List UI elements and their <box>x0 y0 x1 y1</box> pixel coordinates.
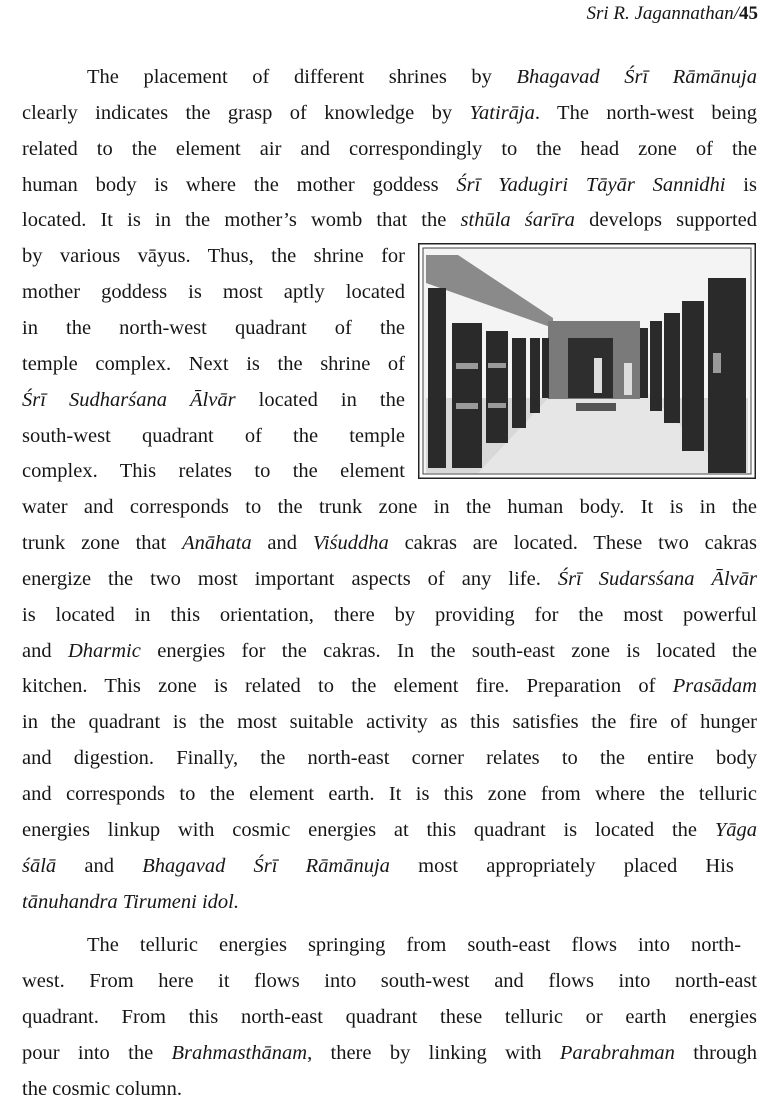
italic-term: Śrī Yadugiri Tāyār Sannidhi <box>456 173 726 196</box>
text-run: located in the <box>235 388 405 411</box>
text-run: in the quadrant is the most suitable activity as this satisfies the fire of hunger <box>22 711 757 734</box>
text-run: energize the two most important aspects of any life. <box>22 567 558 590</box>
italic-term: śālā <box>22 854 57 877</box>
italic-term: tānuhandra Tirumeni idol. <box>22 890 239 913</box>
temple-colonnade-photo <box>418 243 756 479</box>
italic-term: Anāhata <box>182 532 252 555</box>
text-run: human body is where the mother goddess <box>22 173 457 196</box>
text-run: in the north-west quadrant of the <box>22 316 405 339</box>
text-line <box>22 458 405 484</box>
text-line <box>22 638 757 664</box>
text-line <box>22 315 405 341</box>
text-line <box>22 243 405 269</box>
text-run: west. From here it flows into south-west and flows into north-east <box>22 970 757 992</box>
italic-term: Yatirāja <box>469 101 535 124</box>
text-run: water and corresponds to the trunk zone in the human body. It is in the <box>22 496 757 519</box>
text-run: is located in this orientation, there by providing for the most powerful <box>22 603 757 626</box>
text-line <box>22 1040 757 1066</box>
text-line <box>22 494 757 520</box>
italic-term: Brahmasthānam <box>171 1042 308 1064</box>
text-run: most appropriately placed His <box>389 854 734 877</box>
text-run: is <box>725 173 757 196</box>
text-run: the cosmic column. <box>22 1078 182 1100</box>
text-line <box>22 172 757 198</box>
text-run: energies for the cakras. In the south-east zone is located the <box>140 639 757 662</box>
text-run: related to the element air and correspondingly to the head zone of the <box>22 137 757 160</box>
text-line <box>22 968 757 994</box>
text-run: and <box>56 854 143 877</box>
italic-term: Viśuddha <box>312 532 389 555</box>
text-run: develops supported <box>574 209 757 232</box>
page-number: 45 <box>739 3 758 24</box>
italic-term: Parabrahman <box>559 1042 675 1064</box>
text-line <box>22 673 757 699</box>
text-line <box>22 781 757 807</box>
text-line <box>22 207 757 233</box>
italic-term: Dharmic <box>67 639 141 662</box>
text-run: temple complex. Next is the shrine of <box>22 352 405 375</box>
text-line <box>22 817 757 843</box>
text-run: energies linkup with cosmic energies at this quadrant is located the <box>22 818 715 841</box>
italic-term: Bhagavad Śrī Rāmānuja <box>516 66 757 88</box>
text-run: mother goddess is most aptly located <box>22 281 405 304</box>
text-run: and <box>251 532 313 555</box>
text-run: and <box>22 639 68 662</box>
text-run: and digestion. Finally, the north-east corner relates to the entire body <box>22 747 757 770</box>
text-run: located. It is in the mother’s womb that the <box>22 209 461 232</box>
text-line <box>22 100 757 126</box>
text-run: trunk zone that <box>22 532 183 555</box>
text-run: clearly indicates the grasp of knowledge by <box>22 101 470 124</box>
running-head <box>586 3 758 25</box>
text-run: , there by linking with <box>307 1042 560 1064</box>
text-line <box>22 530 757 556</box>
text-line <box>22 853 734 879</box>
text-run: . The north-west being <box>534 101 757 124</box>
text-line <box>22 745 757 771</box>
italic-term: Śrī Sudarsśana Ālvār <box>557 567 757 590</box>
text-line <box>22 423 405 449</box>
text-line <box>22 566 757 592</box>
text-line <box>22 136 757 162</box>
text-line <box>22 351 405 377</box>
italic-term: sthūla śarīra <box>460 209 575 232</box>
author-name: Sri R. Jagannathan/ <box>586 3 739 24</box>
text-line <box>22 889 239 915</box>
text-run: quadrant. From this north-east quadrant these telluric or earth energies <box>22 1006 757 1028</box>
text-run: The telluric energies springing from south-east flows into north- <box>87 934 742 956</box>
italic-term: Bhagavad Śrī Rāmānuja <box>142 854 390 877</box>
text-run: The placement of different shrines by <box>87 66 517 88</box>
text-line <box>22 387 405 413</box>
italic-term: Śrī Sudharśana Ālvār <box>22 388 236 411</box>
text-line <box>22 1004 757 1030</box>
italic-term: Prasādam <box>672 675 757 698</box>
text-run: south-west quadrant of the temple <box>22 424 405 447</box>
text-run: cakras are located. These two cakras <box>388 532 757 555</box>
text-run: and corresponds to the element earth. It is this zone from where the telluric <box>22 783 757 805</box>
text-run: pour into the <box>22 1042 172 1064</box>
text-line <box>22 279 405 305</box>
text-run: complex. This relates to the element <box>22 460 405 483</box>
text-line <box>22 1076 182 1102</box>
text-run: kitchen. This zone is related to the element fire. Preparation of <box>22 675 673 698</box>
text-run: by various vāyus. Thus, the shrine for <box>22 245 405 268</box>
text-run: through <box>674 1042 757 1064</box>
italic-term: Yāga <box>714 818 757 841</box>
text-line <box>87 932 741 958</box>
text-line <box>22 709 757 735</box>
text-line <box>87 64 757 90</box>
text-line <box>22 602 757 628</box>
